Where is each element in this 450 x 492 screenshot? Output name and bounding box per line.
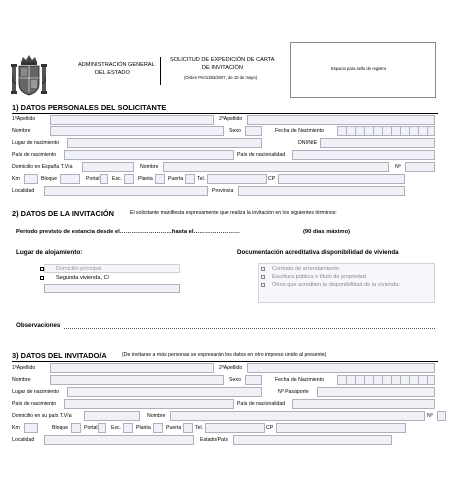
s3-domicilio-label: Domicilio en su país T.Vía bbox=[12, 413, 72, 419]
s3-localidad-label: Localidad bbox=[12, 437, 35, 443]
s3-puerta-label: Puerta bbox=[166, 425, 182, 431]
s1-km-label: Km bbox=[12, 176, 20, 182]
s1-apellido1-label: 1ºApellido bbox=[12, 116, 36, 122]
s3-esc-label: Esc. bbox=[111, 425, 122, 431]
s3-lugar-nac-field[interactable] bbox=[67, 387, 262, 397]
s3-nombre-field[interactable] bbox=[50, 375, 224, 385]
s3-portal-label: Portal bbox=[84, 425, 98, 431]
s1-provincia-label: Provincia bbox=[212, 188, 234, 194]
s1-domicilio-label: Domicilio en España T.Vía bbox=[12, 164, 73, 170]
s3-cp-label: CP bbox=[266, 425, 274, 431]
s3-bloque-label: Bloque bbox=[52, 425, 69, 431]
observaciones-line[interactable] bbox=[64, 328, 435, 329]
s3-planta-label: Planta bbox=[136, 425, 151, 431]
s1-planta-field[interactable] bbox=[155, 174, 165, 184]
s3-nombre-via-field[interactable] bbox=[170, 411, 425, 421]
s3-km-field[interactable] bbox=[24, 423, 38, 433]
s1-lugar-nac-label: Lugar de nacimiento bbox=[12, 140, 60, 146]
s1-fecha-field[interactable] bbox=[337, 126, 435, 136]
s1-esc-label: Esc. bbox=[112, 176, 123, 182]
s3-cp-field[interactable] bbox=[276, 423, 406, 433]
documentacion-title: Documentación acreditativa disponibilidad de vivienda bbox=[237, 249, 399, 256]
s1-cp-field[interactable] bbox=[278, 174, 405, 184]
s1-lugar-nac-field[interactable] bbox=[67, 138, 262, 148]
s1-km-field[interactable] bbox=[24, 174, 38, 184]
title-divider bbox=[160, 57, 161, 85]
s1-fecha-label: Fecha de Nacimiento bbox=[275, 128, 325, 134]
s3-sexo-label: Sexo bbox=[229, 377, 241, 383]
s1-bloque-label: Bloque bbox=[41, 176, 58, 182]
s3-apellido2-label: 2ºApellido bbox=[219, 365, 243, 371]
s1-portal-field[interactable] bbox=[100, 174, 108, 184]
order-reference: (Orden Pre/1283/2007, de 10 de mayo) bbox=[184, 75, 258, 80]
s1-apellido2-field[interactable] bbox=[247, 115, 435, 125]
s3-pais-nac-label: País de nacimiento bbox=[12, 401, 57, 407]
form-title-line-1: SOLICITUD DE EXPEDICIÓN DE CARTA bbox=[170, 57, 275, 63]
s1-localidad-field[interactable] bbox=[44, 186, 208, 196]
segunda-vivienda-checkbox[interactable] bbox=[40, 276, 44, 280]
s3-pais-nac-field[interactable] bbox=[64, 399, 234, 409]
section-1-title: 1) DATOS PERSONALES DEL SOLICITANTE bbox=[12, 103, 167, 112]
s3-planta-field[interactable] bbox=[153, 423, 163, 433]
s3-apellido2-field[interactable] bbox=[247, 363, 435, 373]
s1-esc-field[interactable] bbox=[124, 174, 134, 184]
s1-nombre-label: Nombre bbox=[12, 128, 31, 134]
section-3-subtitle: (De invitarse a más personas se expresarán los datos en otro impreso unido al presente) bbox=[122, 352, 327, 358]
registry-stamp-label: Espacio para sello de registro bbox=[331, 66, 387, 71]
segunda-vivienda-field[interactable] bbox=[44, 284, 180, 293]
section-1-underline bbox=[12, 113, 438, 114]
s3-localidad-field[interactable] bbox=[44, 435, 194, 445]
s3-apellido1-field[interactable] bbox=[50, 363, 214, 373]
periodo-max: (90 días máximo) bbox=[303, 229, 351, 235]
s1-dni-label: DNI/NIE bbox=[298, 140, 318, 146]
s1-nombre-via-field[interactable] bbox=[163, 162, 389, 172]
s3-pais-nacionalidad-label: País de nacionalidad bbox=[237, 401, 286, 407]
s3-fecha-field[interactable] bbox=[337, 375, 435, 385]
s3-lugar-nac-label: Lugar de nacimiento bbox=[12, 389, 60, 395]
observaciones-label: Observaciones bbox=[16, 322, 61, 329]
s1-pais-nacionalidad-label: País de nacionalidad bbox=[237, 152, 286, 158]
s1-numero-label: Nº bbox=[395, 164, 401, 170]
s3-estado-pais-field[interactable] bbox=[233, 435, 392, 445]
s1-apellido1-field[interactable] bbox=[50, 115, 214, 125]
doc-options-field[interactable] bbox=[258, 263, 435, 303]
s3-numero-field[interactable] bbox=[437, 411, 446, 421]
s3-portal-field[interactable] bbox=[98, 423, 106, 433]
s1-tel-field[interactable] bbox=[207, 174, 267, 184]
s3-nombre-label: Nombre bbox=[12, 377, 31, 383]
lugar-alojamiento-title: Lugar de alojamiento: bbox=[16, 249, 83, 256]
s1-puerta-field[interactable] bbox=[185, 174, 195, 184]
s3-fecha-label: Fecha de Nacimiento bbox=[275, 377, 325, 383]
s3-sexo-field[interactable] bbox=[245, 375, 262, 385]
s3-estado-pais-label: Estado/País bbox=[200, 437, 228, 443]
s1-localidad-label: Localidad bbox=[12, 188, 35, 194]
s3-pasaporte-field[interactable] bbox=[317, 387, 435, 397]
s1-nombre-via-label: Nombre bbox=[140, 164, 159, 170]
s1-provincia-field[interactable] bbox=[238, 186, 405, 196]
s1-sexo-label: Sexo bbox=[229, 128, 241, 134]
s1-cp-label: CP bbox=[268, 176, 276, 182]
form-title-line-2: DE INVITACIÓN bbox=[202, 65, 243, 71]
section-2-title: 2) DATOS DE LA INVITACIÓN bbox=[12, 209, 114, 218]
s1-planta-label: Planta bbox=[138, 176, 153, 182]
s1-puerta-label: Puerta bbox=[168, 176, 184, 182]
s1-tel-label: Tel. bbox=[197, 176, 206, 182]
s3-numero-label: Nº bbox=[427, 413, 433, 419]
s1-nombre-field[interactable] bbox=[50, 126, 224, 136]
coat-of-arms-icon bbox=[10, 54, 48, 98]
s3-esc-field[interactable] bbox=[123, 423, 133, 433]
s3-nombre-via-label: Nombre bbox=[147, 413, 166, 419]
section-3-title: 3) DATOS DEL INVITADO/A bbox=[12, 351, 107, 360]
s3-tel-field[interactable] bbox=[205, 423, 265, 433]
s1-dni-field[interactable] bbox=[320, 138, 435, 148]
s1-pais-nac-label: País de nacimiento bbox=[12, 152, 57, 158]
s3-km-label: Km bbox=[12, 425, 20, 431]
s3-puerta-field[interactable] bbox=[183, 423, 193, 433]
segunda-vivienda-label: Segunda vivienda, C/ bbox=[56, 275, 110, 281]
admin-line-2: DEL ESTADO bbox=[95, 70, 130, 76]
section-2-subtitle: El solicitante manifiesta expresamente que realiza la invitación en los siguientes términos: bbox=[130, 210, 337, 216]
s3-pais-nacionalidad-field[interactable] bbox=[292, 399, 435, 409]
s3-pasaporte-label: Nº Pasaporte bbox=[278, 389, 309, 395]
s1-pais-nac-field[interactable] bbox=[64, 150, 234, 160]
periodo-estancia: Periodo previsto de estancia desde el………………………hasta el…………………… bbox=[16, 229, 240, 235]
s1-numero-field[interactable] bbox=[405, 162, 435, 172]
admin-line-1: ADMINISTRACIÓN GENERAL bbox=[78, 62, 155, 68]
s1-pais-nacionalidad-field[interactable] bbox=[292, 150, 435, 160]
s3-tel-label: Tel. bbox=[195, 425, 204, 431]
s3-bloque-field[interactable] bbox=[71, 423, 81, 433]
s1-portal-label: Portal bbox=[86, 176, 100, 182]
s1-sexo-field[interactable] bbox=[245, 126, 262, 136]
s3-tvia-field[interactable] bbox=[84, 411, 140, 421]
section-3-underline bbox=[12, 361, 438, 362]
domicilio-principal-field[interactable] bbox=[44, 264, 180, 273]
s1-tvia-field[interactable] bbox=[82, 162, 134, 172]
s1-bloque-field[interactable] bbox=[60, 174, 80, 184]
s3-apellido1-label: 1ºApellido bbox=[12, 365, 36, 371]
s1-apellido2-label: 2ºApellido bbox=[219, 116, 243, 122]
